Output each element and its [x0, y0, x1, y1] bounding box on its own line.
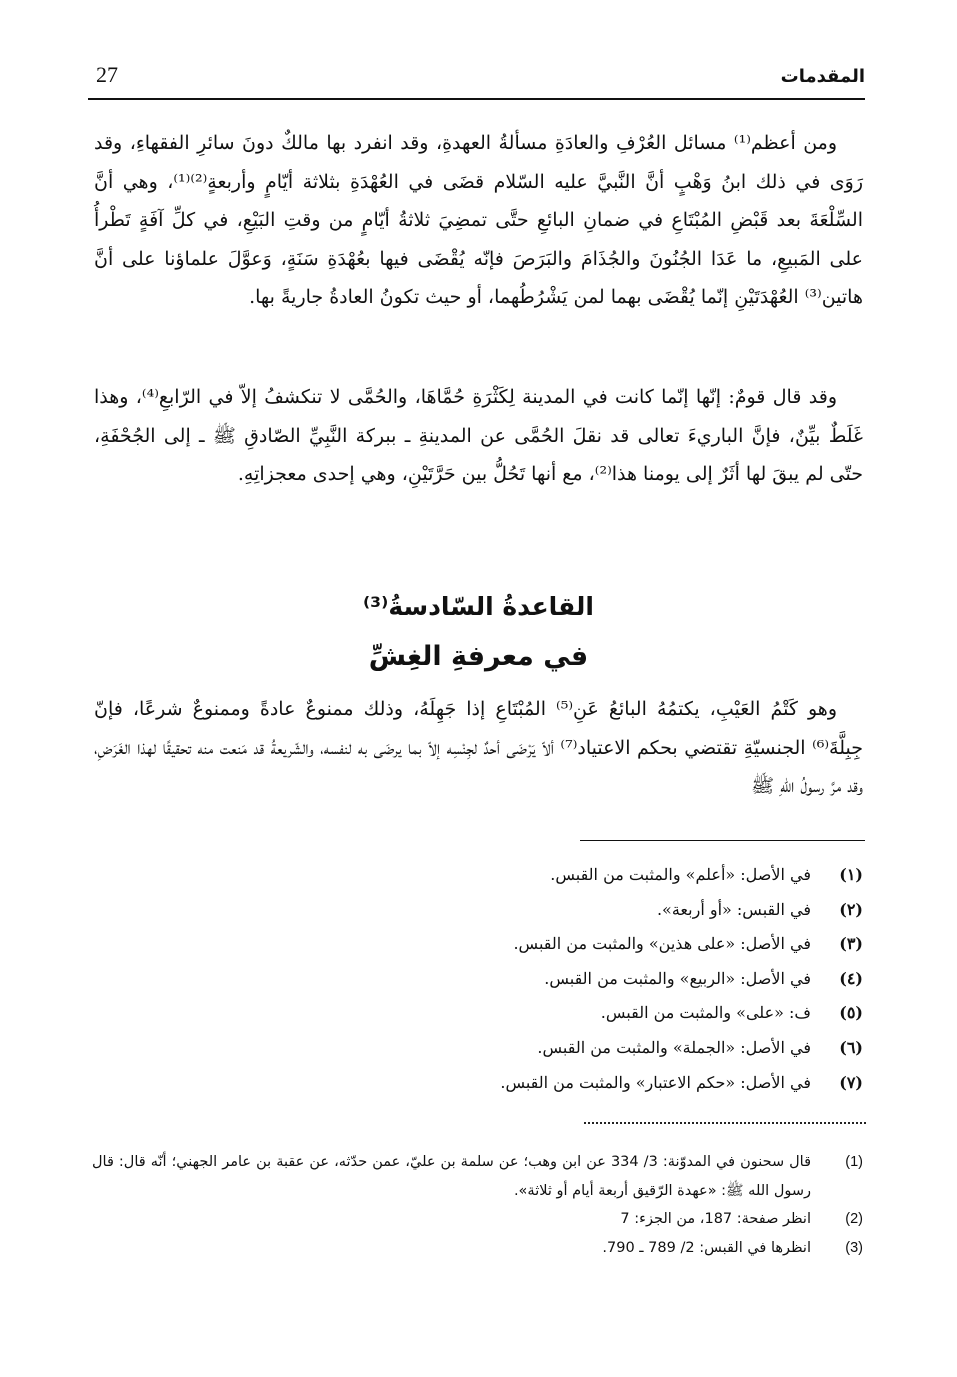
section-title: القاعدةُ السّادسةُ⁽³⁾: [362, 592, 595, 621]
running-title: المقدمات: [780, 66, 865, 87]
section-subtitle: في معرفةِ الغِشِّ: [368, 641, 589, 672]
note-item: [92, 1205, 863, 1234]
paragraph-2: [94, 378, 863, 494]
footnote-number: (٦): [839, 1037, 863, 1057]
note-number: (2): [845, 1211, 863, 1227]
note-text: انظرها في القبس: 2/ 789 ـ 790.: [602, 1239, 811, 1256]
note-item: [92, 1234, 863, 1263]
paragraph-3: [94, 690, 863, 806]
page-header: [88, 62, 865, 98]
footnote-text: في الأصل: «حكم الاعتبار» والمثبت من القبس.: [500, 1072, 811, 1092]
footnote-text: ف: «على» والمثبت من القبس.: [600, 1003, 811, 1023]
note-text: انظر صفحة: 187، من الجزء: 7: [620, 1211, 811, 1227]
note-number: (1): [845, 1154, 863, 1170]
dotted-separator: [584, 1122, 866, 1124]
footnote-item: [500, 962, 863, 997]
footnote-number: (١): [839, 865, 863, 884]
paragraph-text: ومن أعظم⁽¹⁾ مسائل العُرْفِ والعادَةِ مسألةُ العهدةِ، وقد انفرد بها مالكٌ دونَ سائرِ الفقهاءِ، وقد رَوَى في ذلك ابنُ وَهْبٍ أنَّ النَّبيَّ عليه السّلام قضَى في العُهْدَةِ بثلاثة أيّامٍ وأربعةٍ⁽²⁾⁽¹⁾، وهي أنَّ السِّلْعَةَ بعد قَبْضِ المُبْتَاعِ في ضمانِ البائعِ حتَّى تمضِيَ ثلاثةُ أيّامٍ من وقتِ البَيْعِ، في كلِّ آفَةٍ تَطْرأُ على المَبيعِ، ما عَدَا الجُنُونَ والجُذَامَ والبَرَصَ فإنّه يُقْضَى فيها بعُهْدَةِ سَنَةٍ، وَعوَّلَ علماؤنا على أنَّ هاتين⁽³⁾ العُهْدَتَيْنِ إنّما يُقْضَى بهما لمن يَشْرُطُهما، أو حيث تكونُ العادةُ جاريةً بها.: [94, 132, 863, 308]
footnote-item: [500, 1031, 863, 1066]
footnote-item: [500, 893, 863, 928]
paragraph-text: وهو كَتْمُ العَيْبِ، يكتمُهُ البائعُ عَنِ⁽⁵⁾ المُبْتَاعِ إذا جَهِلَهُ، وذلك ممنوعٌ عادةً وممنوعٌ شرعًا، فإنّ جِبِلَّةَ⁽⁶⁾ الجنسيّةِ تقتضي بحكم الاعتياد⁽⁷⁾ ألاّ يَرْضَى أحدٌ لجِنْسِه إلاّ بما يرضَى به لنفسه، والشّريعةُ قد مَنعت منه تحقيقًا لهذا الغَرَضِ، وقد مرَّ رسولُ اللّهِ ﷺ: [94, 698, 863, 797]
footnote-text: في القبس: «أو أربعة».: [656, 899, 811, 919]
note-item: [92, 1148, 863, 1205]
page-number: 27: [96, 62, 118, 87]
commentary-notes: [92, 1148, 863, 1262]
footnote-text: في الأصل: «الربيع» والمثبت من القبس.: [544, 968, 811, 988]
note-number: (3): [845, 1239, 863, 1256]
footnote-number: (٥): [839, 1003, 863, 1023]
footnote-item: [500, 927, 863, 962]
paragraph-text: وقد قال قومٌ: إنّها إنّما كانت في المدينة لِكَثْرَةِ حُمَّاهَا، والحُمَّى لا تنكشفُ إلاّ في الرّابعِ⁽⁴⁾، وهذا غَلَطٌ بيِّنٌ، فإنَّ الباريءَ تعالى قد نقلَ الحُمَّى عن المدينةِ ـ ببركة النَّبِيِّ الصّادقِ ﷺ ـ إلى الجُحْفَةِ، حتّى لم يبقَ لها أثَرٌ إلى يومنا هذا⁽²⁾، مع أنها تَحُلُّ بين حَرَّتَيْنِ، وهي إحدى معجزاتِهِ.: [94, 386, 863, 485]
footnote-number: (٢): [839, 899, 863, 919]
footnote-item: [500, 1066, 863, 1101]
footnote-text: في الأصل: «أعلم» والمثبت من القبس.: [550, 865, 811, 884]
note-text: قال سحنون في المدوّنة: 3/ 334 عن ابن وهب؛ عن سلمة بن عليّ، عمن حدّثه، عن عقبة بن عامر الجهني؛ أنّه قال: قال رسول الله ﷺ: «عهدة الرّقيق أربعة أيام أو ثلاثة».: [92, 1154, 812, 1199]
footnote-number: (٣): [839, 934, 863, 954]
footnote-text: في الأصل: «الجملة» والمثبت من القبس.: [537, 1037, 811, 1057]
footnote-number: (٧): [839, 1072, 863, 1092]
footnote-text: في الأصل: «على هذين» والمثبت من القبس.: [513, 934, 811, 954]
editor-footnotes: [500, 858, 863, 1100]
footnote-item: [500, 858, 863, 893]
header-rule: [88, 98, 865, 100]
footnote-number: (٤): [839, 968, 863, 988]
paragraph-1: [94, 124, 863, 317]
footnote-item: [500, 996, 863, 1031]
footnote-separator: [580, 840, 865, 841]
